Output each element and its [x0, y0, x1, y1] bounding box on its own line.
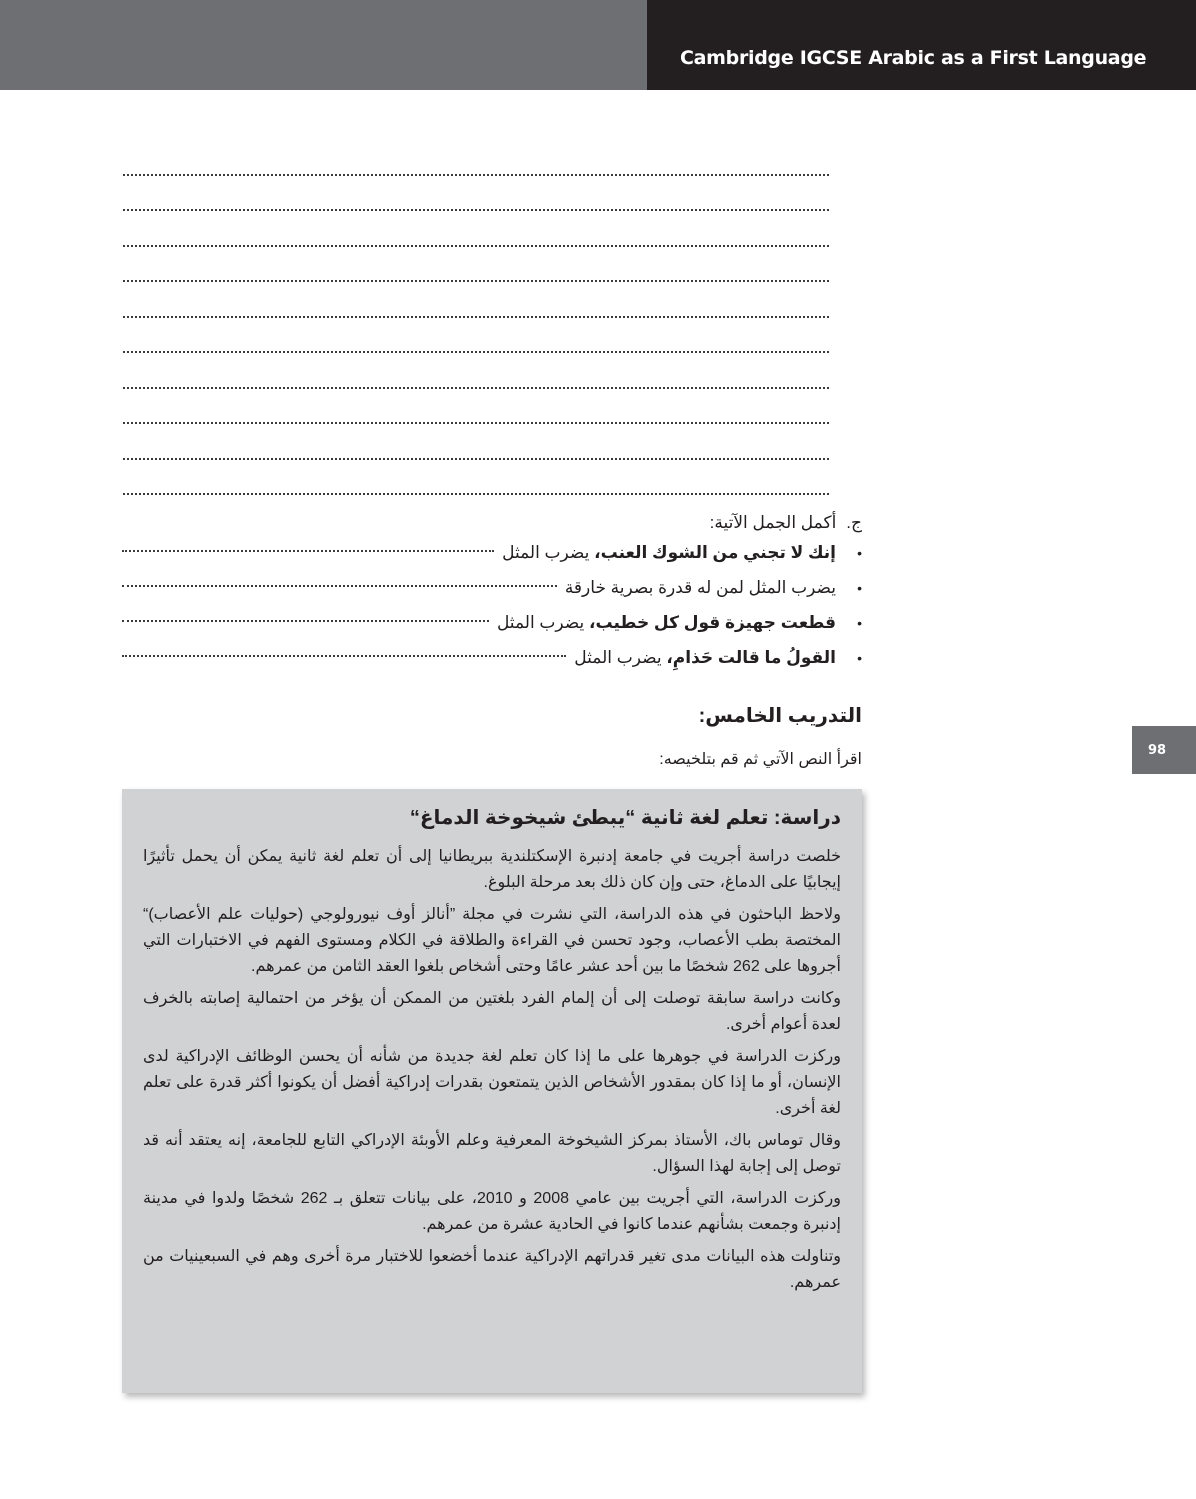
- passage-title: دراسة: تعلم لغة ثانية “يبطئ شيخوخة الدماغ“: [409, 807, 841, 829]
- header-title-band: [647, 0, 1196, 90]
- list-item: [122, 640, 862, 675]
- fill-in-line[interactable]: [122, 619, 489, 622]
- question-marker: ج.: [846, 513, 862, 532]
- exercise-5-title: التدريب الخامس:: [698, 705, 862, 727]
- page-number-tab: [1132, 726, 1196, 774]
- passage-paragraph: وركزت الدراسة في جوهرها على ما إذا كان تعلم لغة جديدة من شأنه أن يحسن الوظائف الإدراكية لدى الإنسان، أو ما إذا كان بمقدور الأشخاص الذين يتمتعون بقدرات إدراكية أفضل أن يكونوا أكثر قدرة على تعلم لغة أخرى.: [143, 1048, 842, 1117]
- passage-paragraph: وركزت الدراسة، التي أجريت بين عامي 2008 و 2010، على بيانات تتعلق بـ 262 شخصًا ولدوا في مدينة إدنبرة وجمعت بشأنهم عندما كانوا في الحادية عشرة من عمرهم.: [143, 1190, 841, 1233]
- bullet-icon: •: [857, 580, 862, 596]
- header-gray-band: [0, 0, 647, 90]
- answer-lines: [123, 140, 829, 495]
- proverb-prompt: يضرب المثل لمن له قدرة بصرية خارقة: [564, 578, 836, 597]
- proverb-bold: القولُ ما قالت حَذامِ،: [666, 648, 836, 667]
- passage-paragraph: خلصت دراسة أجريت في جامعة إدنبرة الإسكتلندية ببريطانيا إلى أن تعلم لغة ثانية يمكن أن يحمل تأثيرًا إيجابيًا على الدماغ، حتى وإن كان ذلك بعد مرحلة البلوغ.: [143, 848, 841, 891]
- proverb-prompt: يضرب المثل: [502, 543, 595, 562]
- question-c: [122, 513, 862, 675]
- page-number: 98: [1147, 742, 1167, 758]
- answer-line[interactable]: [123, 353, 829, 389]
- sentence-list: [122, 535, 862, 675]
- fill-in-line[interactable]: [122, 584, 557, 587]
- proverb-prompt: يضرب المثل: [496, 613, 589, 632]
- book-title: Cambridge IGCSE Arabic as a First Language: [680, 47, 1147, 69]
- proverb-bold: قطعت جهيزة قول كل خطيب،: [588, 613, 836, 632]
- passage-paragraph: وكانت دراسة سابقة توصلت إلى أن إلمام الفرد بلغتين من الممكن أن يؤخر من احتمالية إصابته بالخرف لعدة أعوام أخرى.: [143, 990, 841, 1033]
- answer-line[interactable]: [123, 247, 829, 283]
- answer-line[interactable]: [123, 424, 829, 460]
- proverb-bold: إنك لا تجني من الشوك العنب،: [594, 543, 836, 562]
- list-item: [122, 570, 862, 605]
- answer-line[interactable]: [123, 318, 829, 354]
- bullet-icon: •: [857, 615, 862, 631]
- passage-paragraph: وتناولت هذه البيانات مدى تغير قدراتهم الإدراكية عندما أخضعوا للاختبار مرة أخرى وهم في السبعينيات من عمرهم.: [143, 1248, 841, 1291]
- answer-line[interactable]: [123, 282, 829, 318]
- question-instruction: أكمل الجمل الآتية:: [709, 513, 837, 532]
- answer-line[interactable]: [123, 389, 829, 425]
- answer-line[interactable]: [123, 140, 829, 176]
- exercise-5-instruction: اقرأ النص الآتي ثم قم بتلخيصه:: [659, 751, 862, 768]
- bullet-icon: •: [857, 545, 862, 561]
- answer-line[interactable]: [123, 211, 829, 247]
- answer-line[interactable]: [123, 176, 829, 212]
- fill-in-line[interactable]: [122, 654, 566, 657]
- answer-line[interactable]: [123, 460, 829, 496]
- reading-passage-box: [122, 789, 862, 1393]
- fill-in-line[interactable]: [122, 549, 494, 552]
- list-item: [122, 605, 862, 640]
- list-item: [122, 535, 862, 570]
- proverb-prompt: يضرب المثل: [574, 648, 667, 667]
- question-c-heading: [122, 513, 862, 535]
- passage-paragraph: ولاحظ الباحثون في هذه الدراسة، التي نشرت في مجلة ”أنالز أوف نيورولوجي (حوليات علم الأعصاب)“ المختصة بطب الأعصاب، وجود تحسن في القراءة والطلاقة في الكلام ومستوى الفهم في الاختبارات التي أجروها على 262 شخصًا ما بين أحد عشر عامًا وحتى أشخاص بلغوا العقد الثامن من عمرهم.: [143, 906, 841, 975]
- passage-paragraph: وقال توماس باك، الأستاذ بمركز الشيخوخة المعرفية وعلم الأوبئة الإدراكي التابع للجامعة، إنه يعتقد أنه قد توصل إلى إجابة لهذا السؤال.: [143, 1132, 841, 1175]
- bullet-icon: •: [857, 650, 862, 666]
